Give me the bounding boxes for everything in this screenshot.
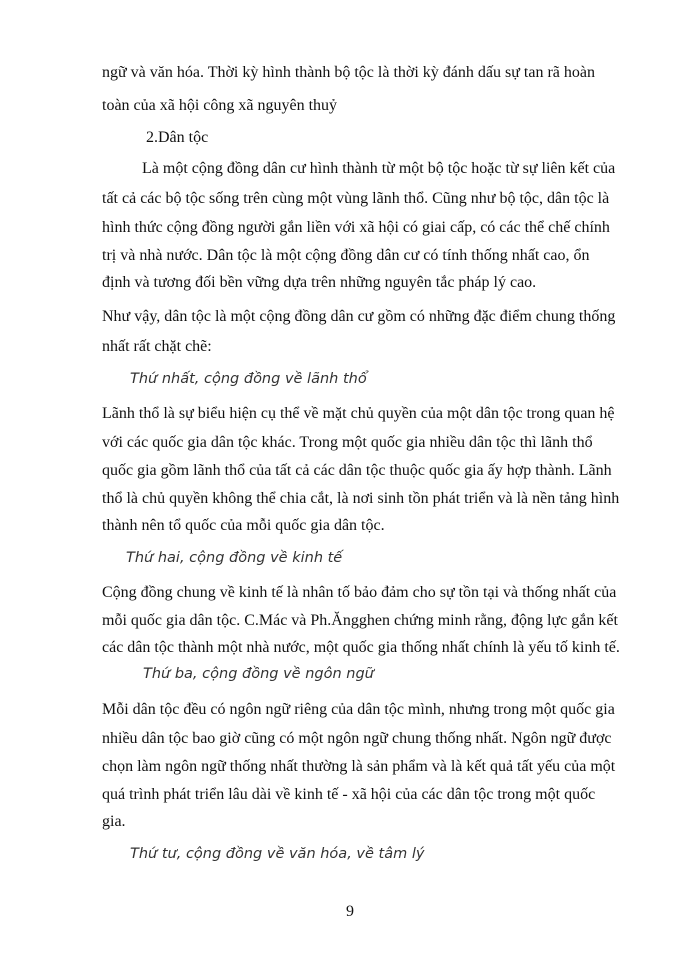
section-heading: 2.Dân tộc — [146, 129, 209, 146]
subheading-territory: Thứ nhất, cộng đồng về lãnh thổ — [130, 371, 367, 387]
p3-line-4: thổ là chủ quyền không thể chia cắt, là nơi sinh tồn phát triển và là nền tảng hình — [102, 490, 620, 507]
p5-line-4: quá trình phát triển lâu dài về kinh tế - xã hội của các dân tộc trong một quốc — [102, 786, 596, 803]
p5-line-1: Mỗi dân tộc đều có ngôn ngữ riêng của dân tộc mình, nhưng trong một quốc gia — [102, 701, 615, 718]
p4-line-1: Cộng đồng chung về kinh tế là nhân tố bảo đảm cho sự tồn tại và thống nhất của — [102, 584, 617, 601]
p3-line-5: thành nên tổ quốc của mỗi quốc gia dân tộc. — [102, 517, 385, 534]
p3-line-2: với các quốc gia dân tộc khác. Trong một quốc gia nhiều dân tộc thì lãnh thổ — [102, 434, 593, 451]
intro-line-2: toàn của xã hội công xã nguyên thuỷ — [102, 97, 338, 114]
subheading-language: Thứ ba, cộng đồng về ngôn ngữ — [143, 666, 374, 682]
intro-line-1: ngữ và văn hóa. Thời kỳ hình thành bộ tộc là thời kỳ đánh dấu sự tan rã hoàn — [102, 64, 595, 81]
p2-line-1: Như vậy, dân tộc là một cộng đồng dân cư gồm có những đặc điểm chung thống — [102, 308, 616, 325]
subheading-culture: Thứ tư, cộng đồng về văn hóa, về tâm lý — [130, 846, 425, 862]
p1-line-1: Là một cộng đồng dân cư hình thành từ một bộ tộc hoặc từ sự liên kết của — [142, 160, 616, 177]
subheading-economy: Thứ hai, cộng đồng về kinh tế — [126, 550, 343, 566]
p4-line-2: mỗi quốc gia dân tộc. C.Mác và Ph.Ăngghen chứng minh rằng, động lực gắn kết — [102, 612, 618, 629]
p1-line-4: trị và nhà nước. Dân tộc là một cộng đồng dân cư có tính thống nhất cao, ổn — [102, 247, 590, 264]
p5-line-3: chọn làm ngôn ngữ thống nhất thường là sản phẩm và là kết quả tất yếu của một — [102, 758, 616, 775]
p5-line-2: nhiều dân tộc bao giờ cũng có một ngôn ngữ chung thống nhất. Ngôn ngữ được — [102, 730, 612, 747]
p3-line-1: Lãnh thổ là sự biểu hiện cụ thể về mặt chủ quyền của một dân tộc trong quan hệ — [102, 405, 615, 422]
page-number: 9 — [346, 903, 354, 920]
p4-line-3: các dân tộc thành một nhà nước, một quốc gia thống nhất chính là yếu tố kinh tế. — [102, 639, 620, 656]
p1-line-3: hình thức cộng đồng người gắn liền với xã hội có giai cấp, có các thể chế chính — [102, 219, 610, 236]
p1-line-2: tất cả các bộ tộc sống trên cùng một vùng lãnh thổ. Cũng như bộ tộc, dân tộc là — [102, 190, 610, 207]
p3-line-3: quốc gia gồm lãnh thổ của tất cả các dân tộc thuộc quốc gia ấy hợp thành. Lãnh — [102, 462, 612, 479]
p1-line-5: định và tương đối bền vững dựa trên những nguyên tắc pháp lý cao. — [102, 274, 537, 291]
p2-line-2: nhất rất chặt chẽ: — [102, 338, 212, 355]
p5-line-5: gia. — [102, 813, 126, 830]
